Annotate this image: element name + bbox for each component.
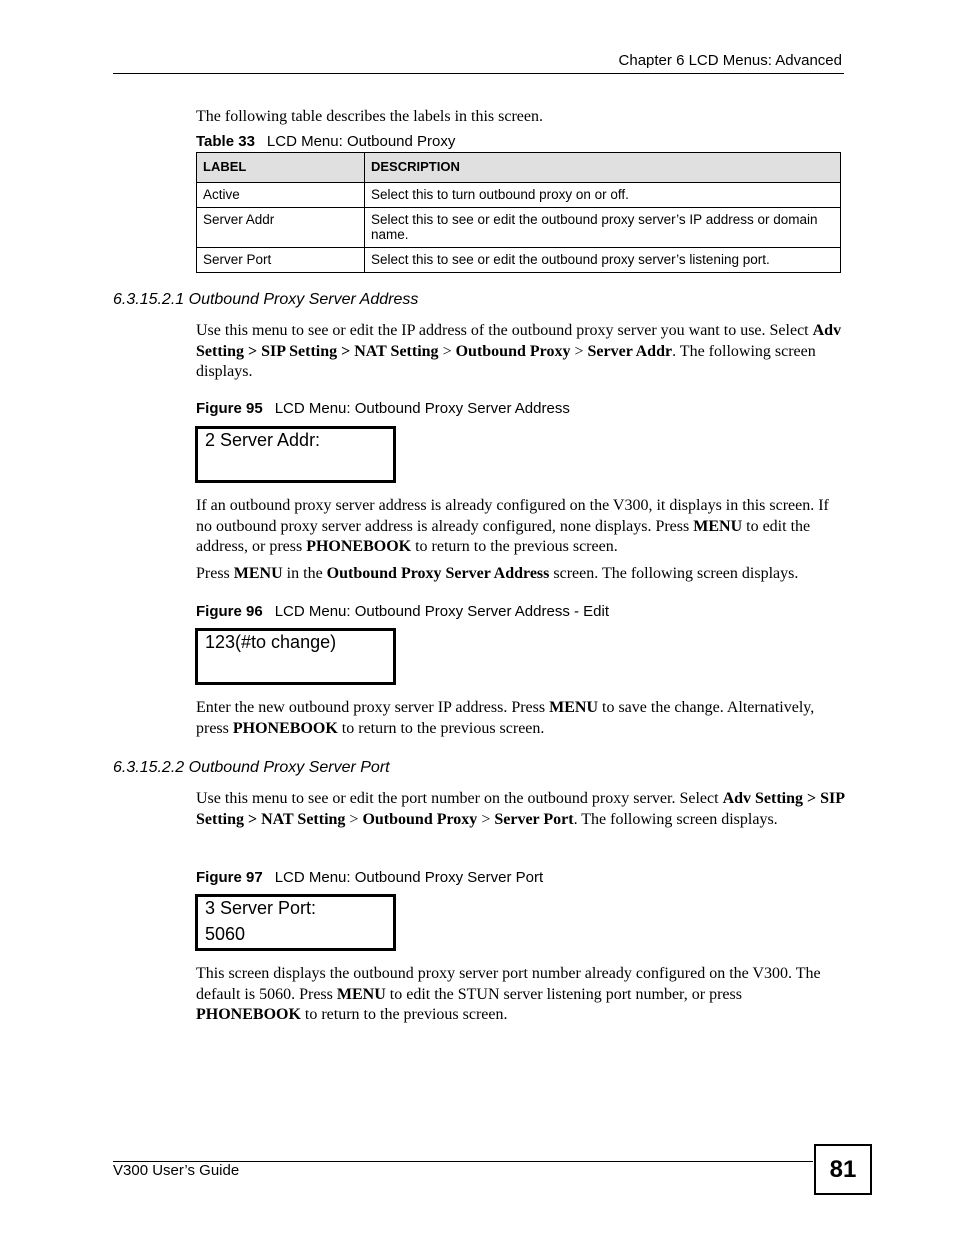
table-row [197,183,841,208]
table-caption-title: LCD Menu: Outbound Proxy [266,133,456,150]
table-cell-description: Select this to see or edit the outbound proxy server’s IP address or domain name. [365,208,841,248]
table-cell-label: Server Addr [197,208,365,248]
lcd-screen-server-port [195,894,396,951]
lcd-line-2: 5060 [205,924,246,944]
table-cell-label: Active [197,183,365,208]
lcd-screen-server-address-edit [195,628,396,685]
figure-97-caption [196,869,543,886]
figure-95-title: LCD Menu: Outbound Proxy Server Address [274,400,570,417]
section2-paragraph-2: This screen displays the outbound proxy server port number already configured on the V300. The default is 5060. Press MENU to edit the STUN server listening port number, or press PHONEBOOK to return to the previous screen. [196,965,821,1023]
figure-96-title: LCD Menu: Outbound Proxy Server Address - Edit [274,603,610,620]
lcd-line-1: 3 Server Port: [205,898,317,918]
table-row [197,208,841,248]
table-caption [196,133,455,150]
page-number: 81 [814,1144,872,1195]
section1-paragraph-4: Enter the new outbound proxy server IP address. Press MENU to save the change. Alternatively, press PHONEBOOK to return to the previous screen. [196,699,815,737]
table-header-label: LABEL [197,153,365,183]
section2-paragraph-1: Use this menu to see or edit the port number on the outbound proxy server. Select Adv Setting > SIP Setting > NAT Setting > Outbound Proxy > Server Port. The following screen displays. [196,790,845,828]
lcd-screen-server-address [195,426,396,483]
section1-paragraph-2: If an outbound proxy server address is already configured on the V300, it displays in this screen. If no outbound proxy server address is already configured, none displays. Press MENU to edit the address, or press PHONEBOOK to return to the previous screen. [196,497,829,555]
table-cell-label: Server Port [197,248,365,273]
chapter-title: Chapter 6 LCD Menus: Advanced [618,52,842,69]
section1-paragraph-1: Use this menu to see or edit the IP address of the outbound proxy server you want to use. Select Adv Setting > SIP Setting > NAT Setting > Outbound Proxy > Server Addr. The following screen displays. [196,322,842,380]
header-rule [113,73,844,74]
table-cell-description: Select this to see or edit the outbound proxy server’s listening port. [365,248,841,273]
table-row [197,248,841,273]
section1-paragraph-3: Press MENU in the Outbound Proxy Server Address screen. The following screen displays. [196,565,799,582]
figure-96-caption [196,603,609,620]
table-cell-description: Select this to turn outbound proxy on or off. [365,183,841,208]
lcd-line-1: 2 Server Addr: [205,430,321,450]
section-heading-server-address: 6.3.15.2.1 Outbound Proxy Server Address [113,291,419,308]
table-caption-number: Table 33 [196,133,255,150]
figure-95-caption [196,400,570,417]
figure-97-title: LCD Menu: Outbound Proxy Server Port [274,869,544,886]
table-header-description: DESCRIPTION [365,153,841,183]
figure-95-number: Figure 95 [196,400,263,417]
table-header-row [197,153,841,183]
intro-text: The following table describes the labels in this screen. [196,108,544,125]
figure-96-number: Figure 96 [196,603,263,620]
labels-table [196,152,841,273]
lcd-line-1: 123(#to change) [205,632,337,652]
guide-title: V300 User’s Guide [113,1162,240,1179]
figure-97-number: Figure 97 [196,869,263,886]
section-heading-server-port: 6.3.15.2.2 Outbound Proxy Server Port [113,759,390,776]
